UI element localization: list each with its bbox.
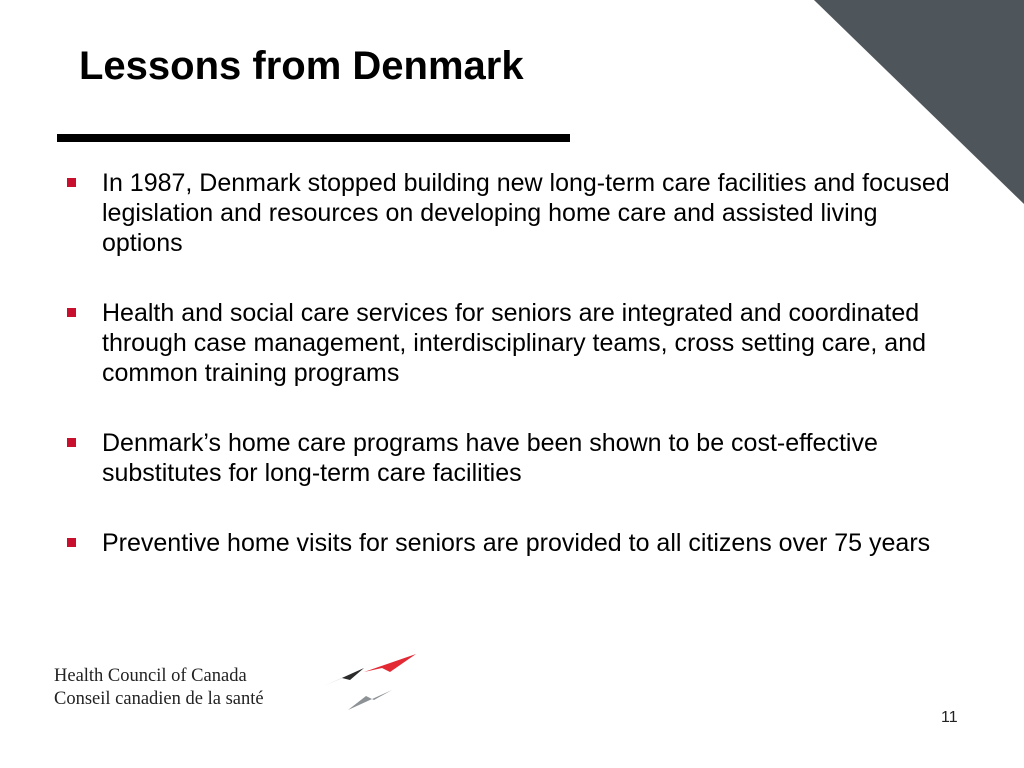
square-bullet-icon (67, 538, 76, 547)
birds-logo-icon (320, 652, 420, 714)
organization-name-french: Conseil canadien de la santé (54, 689, 264, 709)
organization-name-english: Health Council of Canada (54, 666, 247, 686)
bullet-item (64, 168, 964, 258)
square-bullet-icon (67, 308, 76, 317)
red-bird-shape (364, 654, 416, 672)
bullet-list (64, 168, 964, 598)
square-bullet-icon (67, 178, 76, 187)
bullet-text: Preventive home visits for seniors are provided to all citizens over 75 years (102, 529, 931, 557)
bullet-text: In 1987, Denmark stopped building new long-term care facilities and focused legislation and resources on developing home care and assisted living options (102, 169, 950, 257)
dark-bird-shape (324, 668, 364, 686)
square-bullet-icon (67, 438, 76, 447)
bullet-item (64, 528, 964, 558)
bullet-item (64, 428, 964, 488)
bullet-text: Health and social care services for seniors are integrated and coordinated through case management, interdisciplinary teams, cross setting care, and common training programs (102, 299, 927, 387)
grey-bird-shape (348, 690, 392, 710)
page-number: 11 (941, 709, 958, 726)
bullet-item (64, 298, 964, 388)
slide-title: Lessons from Denmark (79, 44, 524, 88)
title-underline (57, 134, 570, 142)
organization-name (54, 665, 264, 711)
bullet-text: Denmark’s home care programs have been shown to be cost-effective substitutes for long-term care facilities (102, 429, 878, 487)
